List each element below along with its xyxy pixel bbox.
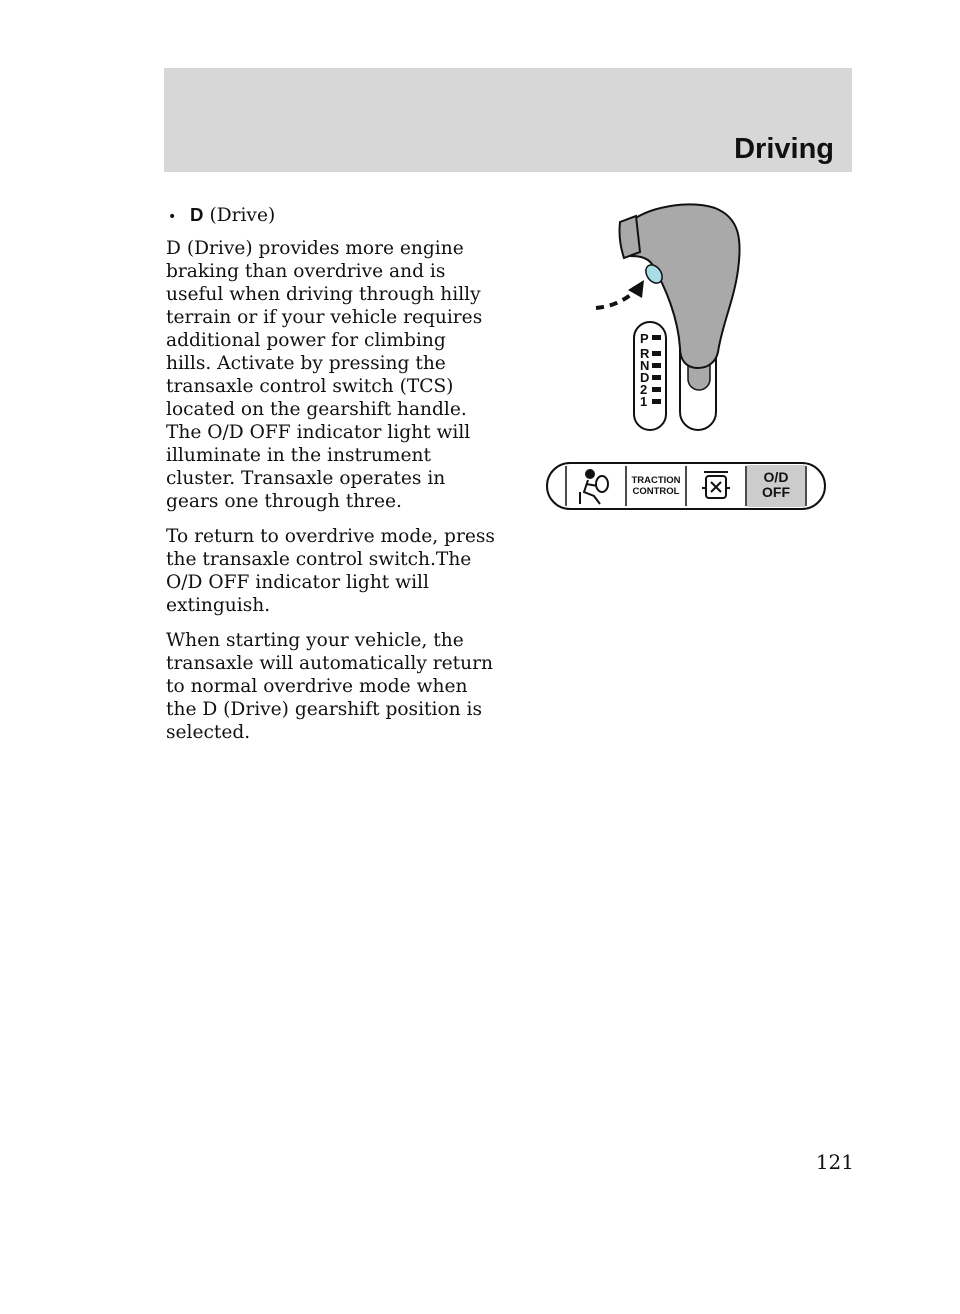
gear-position-p: P: [640, 331, 649, 346]
bullet-label: (Drive): [209, 205, 276, 226]
bullet-icon: •: [168, 209, 177, 225]
gear-mark-p: [652, 335, 661, 340]
page-number: 121: [815, 1150, 854, 1174]
gear-mark-2: [652, 387, 661, 392]
paragraph-return-overdrive: To return to overdrive mode, press the transaxle control switch.The O/D OFF indicator light will extinguish.: [166, 526, 495, 616]
gearshift-illustration: [590, 200, 750, 445]
paragraph-drive-description: D (Drive) provides more engine braking than overdrive and is useful when driving through hilly terrain or if your vehicle requires additional power for climbing hills. Activate by pressing the transaxle control switch (TCS) located on the gearshift handle. The O/D OFF indicator light will illuminate in the instrument cluster. Transaxle operates in gears one through three.: [166, 238, 483, 512]
dashed-arrow-icon: [596, 292, 634, 308]
gear-mark-d: [652, 375, 661, 380]
gear-position-n: N: [640, 358, 650, 373]
gearshift-thumb-tab: [620, 216, 641, 258]
gear-position-1: 1: [640, 394, 648, 409]
bullet-key: D: [190, 204, 204, 225]
body-text: [166, 203, 496, 756]
od-off-indicator-label: O/D OFF: [762, 469, 790, 500]
paragraph-starting-vehicle: When starting your vehicle, the transaxle will automatically return to normal overdrive mode when the D (Drive) gearshift position is selected.: [166, 630, 493, 743]
traction-control-label: TRACTION CONTROL: [631, 475, 681, 497]
header-band: [164, 68, 852, 172]
gear-position-2: 2: [640, 382, 648, 397]
bullet-item-drive: [166, 203, 496, 229]
arrow-head-icon: [628, 280, 644, 298]
gear-mark-r: [652, 351, 661, 356]
gear-mark-1: [652, 399, 661, 404]
gear-position-r: R: [640, 346, 650, 361]
gear-position-d: D: [640, 370, 650, 385]
gear-indicator-slot: [634, 322, 666, 430]
section-title: Driving: [734, 133, 834, 165]
gear-mark-n: [652, 363, 661, 368]
